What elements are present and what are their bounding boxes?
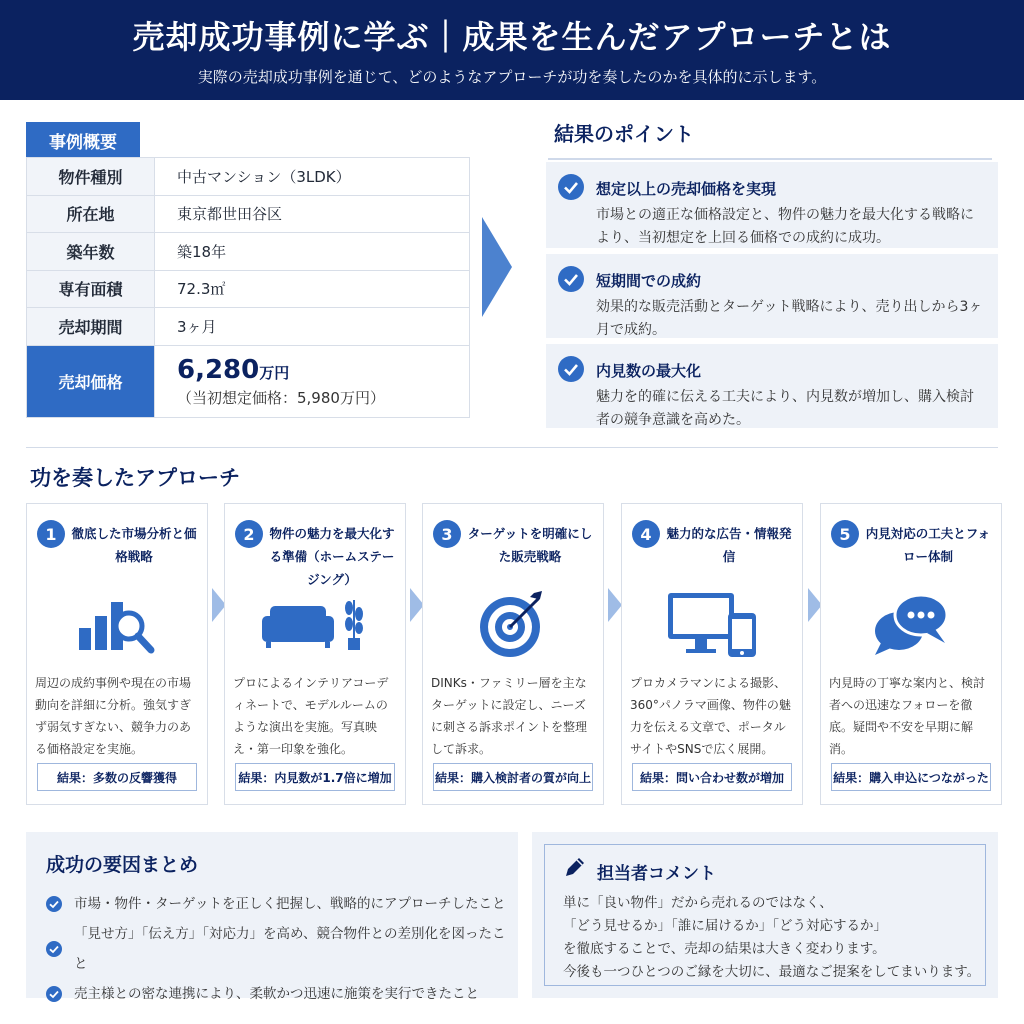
monitor-phone-icon xyxy=(666,589,758,659)
result-points-title: 結果のポイント xyxy=(554,122,694,146)
price-key: 売却価格 xyxy=(27,345,155,417)
card-title: 魅力的な広告・情報発信 xyxy=(666,526,792,564)
comment-body xyxy=(563,892,980,984)
price-value-cell xyxy=(155,345,470,417)
row-key: 築年数 xyxy=(27,233,155,271)
row-value: 築18年 xyxy=(155,233,470,271)
point-desc: 魅力を的確に伝える工夫により、内見数が増加し、購入検討者の競争意識を高めた。 xyxy=(596,389,974,428)
staff-comment-box xyxy=(544,844,986,986)
summary-item-text: 市場・物件・ターゲットを正しく把握し、戦略的にアプローチしたこと xyxy=(74,896,506,912)
card-icon-wrap xyxy=(821,584,1001,664)
card-result: 結果：購入申込につながった xyxy=(831,763,991,791)
summary-item-text: 「見せ方」「伝え方」「対応力」を高め、競合物件との差別化を図ったこと xyxy=(74,926,506,972)
card-title: ターゲットを明確にした販売戦略 xyxy=(467,526,593,564)
check-circle-icon xyxy=(46,986,62,1002)
target-icon xyxy=(478,589,548,659)
step-number: 2 xyxy=(235,520,263,548)
price-note: （当初想定価格：5,980万円） xyxy=(177,388,385,407)
check-circle-icon xyxy=(46,941,62,957)
case-overview-table xyxy=(26,157,470,418)
chevron-right-icon xyxy=(608,588,622,622)
card-icon-wrap xyxy=(622,584,802,664)
list-item xyxy=(46,979,518,1009)
price-unit: 万円 xyxy=(259,363,290,382)
card-result: 結果：問い合わせ数が増加 xyxy=(632,763,792,791)
staff-comment-panel xyxy=(532,832,998,998)
result-point xyxy=(546,162,998,248)
result-point xyxy=(546,254,998,338)
sofa-plant-icon xyxy=(260,594,370,654)
chart-search-icon xyxy=(77,592,157,656)
row-value: 東京都世田谷区 xyxy=(155,195,470,233)
row-value: 3ヶ月 xyxy=(155,308,470,346)
check-circle-icon xyxy=(558,174,584,200)
card-icon-wrap xyxy=(225,584,405,664)
row-key: 物件種別 xyxy=(27,158,155,196)
step-number: 5 xyxy=(831,520,859,548)
point-title: 短期間での成約 xyxy=(596,272,702,290)
page-header xyxy=(0,0,1024,100)
card-desc: 内見時の丁寧な案内と、検討者への迅速なフォローを徹底。疑問や不安を早期に解消。 xyxy=(829,676,986,756)
card-desc: プロによるインテリアコーディネートで、モデルルームのような演出を実施。写真映え・第一印象を強化。 xyxy=(233,676,389,756)
table-row xyxy=(27,233,470,271)
card-icon-wrap xyxy=(27,584,207,664)
summary-list xyxy=(46,889,518,1009)
card-desc: プロカメラマンによる撮影、360°パノラマ画像、物件の魅力を伝える文章で、ポータルサイトやSNSで広く展開。 xyxy=(630,676,791,756)
check-circle-icon xyxy=(558,266,584,292)
card-desc: DINKs・ファミリー層を主なターゲットに設定し、ニーズに刺さる訴求ポイントを整理して訴求。 xyxy=(431,676,588,756)
chevron-right-icon xyxy=(482,217,512,317)
pen-icon xyxy=(563,855,587,879)
card-title: 内見対応の工夫とフォロー体制 xyxy=(865,526,991,564)
point-title: 想定以上の売却価格を実現 xyxy=(596,180,777,198)
list-item xyxy=(46,919,518,979)
chat-bubbles-icon xyxy=(871,591,951,657)
price-amount: 6,280 xyxy=(177,354,260,385)
approach-card xyxy=(422,503,604,805)
row-value: 72.3㎡ xyxy=(155,270,470,308)
page-title: 売却成功事例に学ぶ｜成果を生んだアプローチとは xyxy=(132,18,892,56)
check-circle-icon xyxy=(46,896,62,912)
success-summary-panel xyxy=(26,832,518,1002)
approach-card xyxy=(820,503,1002,805)
price-row xyxy=(27,345,470,417)
row-key: 所在地 xyxy=(27,195,155,233)
card-icon-wrap xyxy=(423,584,603,664)
card-result: 結果：内見数が1.7倍に増加 xyxy=(235,763,395,791)
comment-line: 単に「良い物件」だから売れるのではなく、 xyxy=(563,895,833,911)
table-row xyxy=(27,270,470,308)
point-title: 内見数の最大化 xyxy=(596,362,702,380)
approach-card xyxy=(621,503,803,805)
comment-line: を徹底することで、売却の結果は大きく変わります。 xyxy=(563,941,886,957)
approach-card xyxy=(26,503,208,805)
section-divider xyxy=(26,447,998,448)
page-subtitle: 実際の売却成功事例を通じて、どのようなアプローチが功を奏したのかを具体的に示します。 xyxy=(197,68,827,86)
divider xyxy=(548,158,992,160)
point-desc: 市場との適正な価格設定と、物件の魅力を最大化する戦略により、当初想定を上回る価格での成約に成功。 xyxy=(596,207,974,246)
card-title: 物件の魅力を最大化する準備（ホームステージング） xyxy=(269,526,395,587)
result-point xyxy=(546,344,998,428)
card-result: 結果：購入検討者の質が向上 xyxy=(433,763,593,791)
table-row xyxy=(27,308,470,346)
card-title: 徹底した市場分析と価格戦略 xyxy=(71,526,197,564)
check-circle-icon xyxy=(558,356,584,382)
list-item xyxy=(46,889,518,919)
row-value: 中古マンション（3LDK） xyxy=(155,158,470,196)
approach-card xyxy=(224,503,406,805)
step-number: 1 xyxy=(37,520,65,548)
comment-line: 「どう見せるか」「誰に届けるか」「どう対応するか」 xyxy=(563,918,887,934)
case-overview-tag: 事例概要 xyxy=(26,122,140,158)
card-desc: 周辺の成約事例や現在の市場動向を詳細に分析。強気すぎず弱気すぎない、競争力のある価格設定を実施。 xyxy=(35,676,192,756)
table-row xyxy=(27,195,470,233)
point-desc: 効果的な販売活動とターゲット戦略により、売り出しから3ヶ月で成約。 xyxy=(596,299,983,338)
table-row xyxy=(27,158,470,196)
comment-line: 今後も一つひとつのご縁を大切に、最適なご提案をしてまいります。 xyxy=(563,964,981,980)
row-key: 売却期間 xyxy=(27,308,155,346)
comment-title: 担当者コメント xyxy=(597,864,716,884)
card-result: 結果：多数の反響獲得 xyxy=(37,763,197,791)
step-number: 3 xyxy=(433,520,461,548)
summary-title: 成功の要因まとめ xyxy=(46,854,199,876)
approach-title: 功を奏したアプローチ xyxy=(30,466,240,490)
summary-item-text: 売主様との密な連携により、柔軟かつ迅速に施策を実行できたこと xyxy=(74,986,479,1002)
row-key: 専有面積 xyxy=(27,270,155,308)
step-number: 4 xyxy=(632,520,660,548)
